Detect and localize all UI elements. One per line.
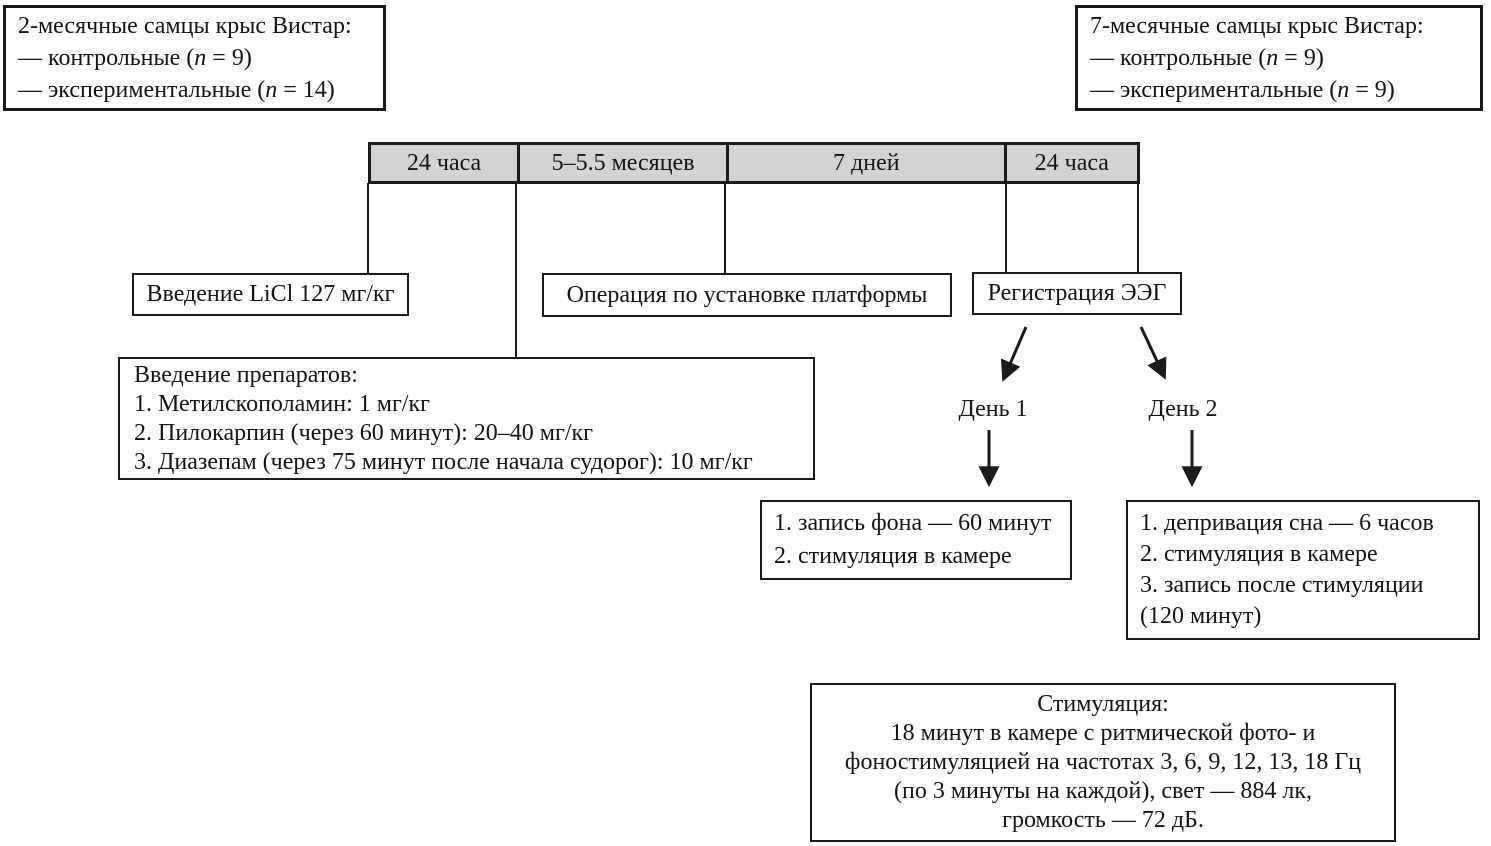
connector-eeg-right — [1137, 183, 1139, 273]
stimulation-line-4: (по 3 минуты на каждой), свет — 884 лк, — [893, 778, 1313, 804]
item-text: — контрольные ( — [18, 45, 195, 71]
n-variable: n — [1337, 77, 1350, 103]
timeline-bar — [368, 142, 1140, 184]
group-young-item-experimental — [18, 74, 371, 106]
day2-label: День 2 — [1148, 396, 1218, 422]
day2-line-4: (120 минут) — [1140, 603, 1262, 629]
surgery-box: Операция по установке платформы — [542, 273, 952, 317]
connector-drugs — [515, 183, 517, 358]
day1-line-2: 2. стимуляция в камере — [774, 543, 1012, 569]
group-young-box — [3, 5, 386, 111]
item-text: — контрольные ( — [1090, 45, 1267, 71]
n-variable: n — [194, 45, 207, 71]
drugs-item-3: 3. Диазепам (через 75 минут после начала судорог): 10 мг/кг — [134, 448, 753, 475]
drugs-box — [118, 357, 815, 480]
item-text: — экспериментальные ( — [18, 77, 266, 103]
timeline-cell-7-days: 7 дней — [726, 145, 1004, 181]
stimulation-line-3: фоностимуляцией на частотах 3, 6, 9, 12, 13, 18 Гц — [844, 749, 1362, 775]
stimulation-box — [810, 683, 1396, 842]
timeline-cell-5-months: 5–5.5 месяцев — [517, 145, 726, 181]
licl-box: Введение LiCl 127 мг/кг — [132, 273, 409, 316]
stimulation-line-5: громкость — 72 дБ. — [1002, 807, 1204, 833]
arrow-eeg-to-day2 — [1141, 327, 1164, 376]
day2-line-2: 2. стимуляция в камере — [1140, 541, 1378, 567]
group-adult-box — [1075, 5, 1483, 111]
connector-licl — [367, 183, 369, 274]
day2-box — [1126, 500, 1480, 640]
stimulation-line-2: 18 минут в камере с ритмической фото- и — [890, 720, 1316, 746]
item-text: = 14) — [277, 77, 335, 103]
item-text: = 9) — [206, 45, 252, 71]
item-text: = 9) — [1349, 77, 1395, 103]
drugs-item-1: 1. Метилскополамин: 1 мг/кг — [134, 390, 430, 417]
group-adult-item-control — [1090, 42, 1468, 74]
group-adult-title: 7-месячные самцы крыс Вистар: — [1090, 13, 1424, 39]
n-variable: n — [265, 77, 278, 103]
item-text: = 9) — [1278, 45, 1324, 71]
arrow-eeg-to-day1 — [1004, 327, 1026, 378]
timeline-cell-24h-last: 24 часа — [1004, 145, 1137, 181]
day2-line-1: 1. депривация сна — 6 часов — [1140, 510, 1434, 536]
drugs-item-2: 2. Пилокарпин (через 60 минут): 20–40 мг/кг — [134, 419, 593, 446]
eeg-box: Регистрация ЭЭГ — [972, 272, 1182, 315]
connector-eeg-left — [1005, 183, 1007, 273]
day1-box — [760, 500, 1072, 580]
item-text: — экспериментальные ( — [1090, 77, 1338, 103]
connector-surgery — [724, 183, 726, 274]
stimulation-title: Стимуляция: — [1037, 691, 1169, 717]
day1-line-1: 1. запись фона — 60 минут — [774, 510, 1052, 536]
n-variable: n — [1266, 45, 1279, 71]
day2-line-3: 3. запись после стимуляции — [1140, 572, 1424, 598]
day1-label: День 1 — [958, 396, 1028, 422]
group-young-item-control — [18, 42, 371, 74]
timeline-cell-24h-first: 24 часа — [406, 149, 482, 176]
group-young-title: 2-месячные самцы крыс Вистар: — [18, 13, 352, 39]
group-adult-item-experimental — [1090, 74, 1468, 106]
drugs-title: Введение препаратов: — [134, 361, 358, 388]
